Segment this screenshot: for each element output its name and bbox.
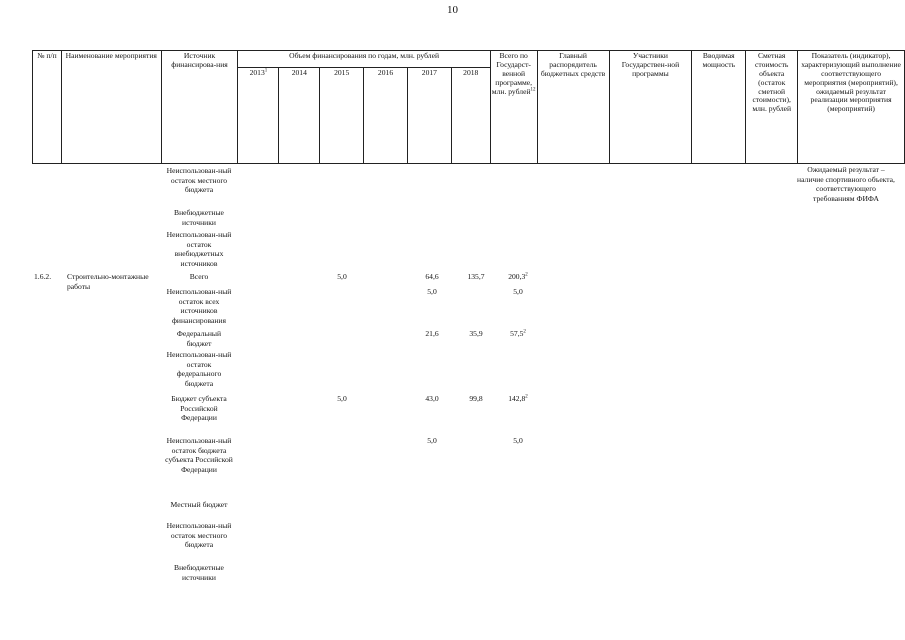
- page-number: 10: [447, 4, 458, 16]
- year-label: 2016: [377, 68, 394, 77]
- year-label: 2014: [291, 68, 307, 77]
- header-col-total: [490, 51, 537, 164]
- header-col-number: № п/п: [33, 51, 62, 164]
- footnote: 2: [523, 329, 526, 335]
- value-2017: 21,6: [425, 329, 439, 338]
- source-label-local: Местный бюджет: [170, 500, 228, 509]
- value-total-label: 57,5: [510, 329, 524, 338]
- source-label-unused-local: Неиспользован-ный остаток местного бюджета: [166, 521, 232, 550]
- year-label: 2013: [249, 68, 265, 77]
- header-year-2014: [279, 68, 320, 164]
- value-2018: 35,9: [469, 329, 483, 338]
- value-total: [496, 329, 540, 339]
- header-year-2016: [364, 68, 408, 164]
- source-label-unused-federal: Неиспользован-ный остаток федерального бюджета: [166, 350, 232, 389]
- value-2015: 5,0: [337, 272, 347, 281]
- source-label-federal: Федеральный бюджет: [176, 329, 222, 348]
- row-number: 1.6.2.: [34, 272, 52, 281]
- value-2017: 5,0: [427, 287, 437, 296]
- year-label: 2017: [421, 68, 437, 77]
- pre-source-3: Неиспользован-ный остаток внебюджетных источников: [166, 230, 232, 269]
- row-name: Строительно-монтажные работы: [67, 272, 149, 291]
- value-total: 5,0: [513, 287, 523, 296]
- header-col-capacity: Вводимая мощность: [692, 51, 746, 164]
- header-col-indicator: Показатель (индикатор), характеризующий выполнение соответствующего мероприятия (мероприятий), ожидаемый результат реализации мероприятия (мероприятий): [798, 51, 905, 164]
- header-col-participants: Участники Государствен-ной программы: [609, 51, 692, 164]
- header-year-2017: [407, 68, 451, 164]
- value-2018: 99,8: [469, 394, 483, 403]
- value-total-label: 200,3: [508, 272, 526, 281]
- value-total: 5,0: [513, 436, 523, 445]
- year-label: 2015: [334, 68, 350, 77]
- year-label: 2018: [463, 68, 479, 77]
- source-label-regional: Бюджет субъекта Российской Федерации: [171, 394, 227, 423]
- header-col-total-footnote: 12: [530, 86, 536, 92]
- header-col-volume: Объем финансирования по годам, млн. рублей: [238, 51, 490, 68]
- header-year-2013: [238, 68, 279, 164]
- header-col-manager: Главный распорядитель бюджетных средств: [537, 51, 609, 164]
- header-col-name: Наименование мероприятия: [61, 51, 161, 164]
- value-total-label: 142,8: [508, 394, 526, 403]
- value-2017: 5,0: [427, 436, 437, 445]
- expected-result: Ожидаемый результат – наличие спортивного объекта, соответствующего требованиям ФИФА: [797, 165, 895, 203]
- header-col-total-label: Всего по Государст-венной программе, млн. рублей: [491, 51, 533, 96]
- header-year-2018: [451, 68, 490, 164]
- pre-source-1: Неиспользован-ный остаток местного бюджета: [166, 166, 232, 195]
- header-table: [32, 50, 905, 164]
- value-2015: 5,0: [337, 394, 347, 403]
- header-year-2015: [320, 68, 364, 164]
- pre-source-2: Внебюджетные источники: [174, 208, 224, 227]
- value-2017: 64,6: [425, 272, 439, 281]
- value-total: [496, 272, 540, 282]
- footnote: 2: [525, 394, 528, 400]
- source-label-total: Всего: [189, 272, 209, 281]
- value-total: [496, 394, 540, 404]
- value-2018: 135,7: [467, 272, 485, 281]
- value-2017: 43,0: [425, 394, 439, 403]
- source-label-extrabudgetary: Внебюджетные источники: [174, 563, 224, 582]
- year-footnote: 1: [264, 68, 268, 74]
- source-label-unused-regional: Неиспользован-ный остаток бюджета субъекта Российской Федерации: [165, 436, 233, 475]
- footnote: 2: [525, 272, 528, 278]
- source-label-unused-all: Неиспользован-ный остаток всех источников финансирования: [166, 287, 232, 326]
- header-col-cost: Сметная стоимость объекта (остаток сметной стоимости), млн. рублей: [746, 51, 798, 164]
- header-col-source: Источник финансирова-ния: [161, 51, 238, 164]
